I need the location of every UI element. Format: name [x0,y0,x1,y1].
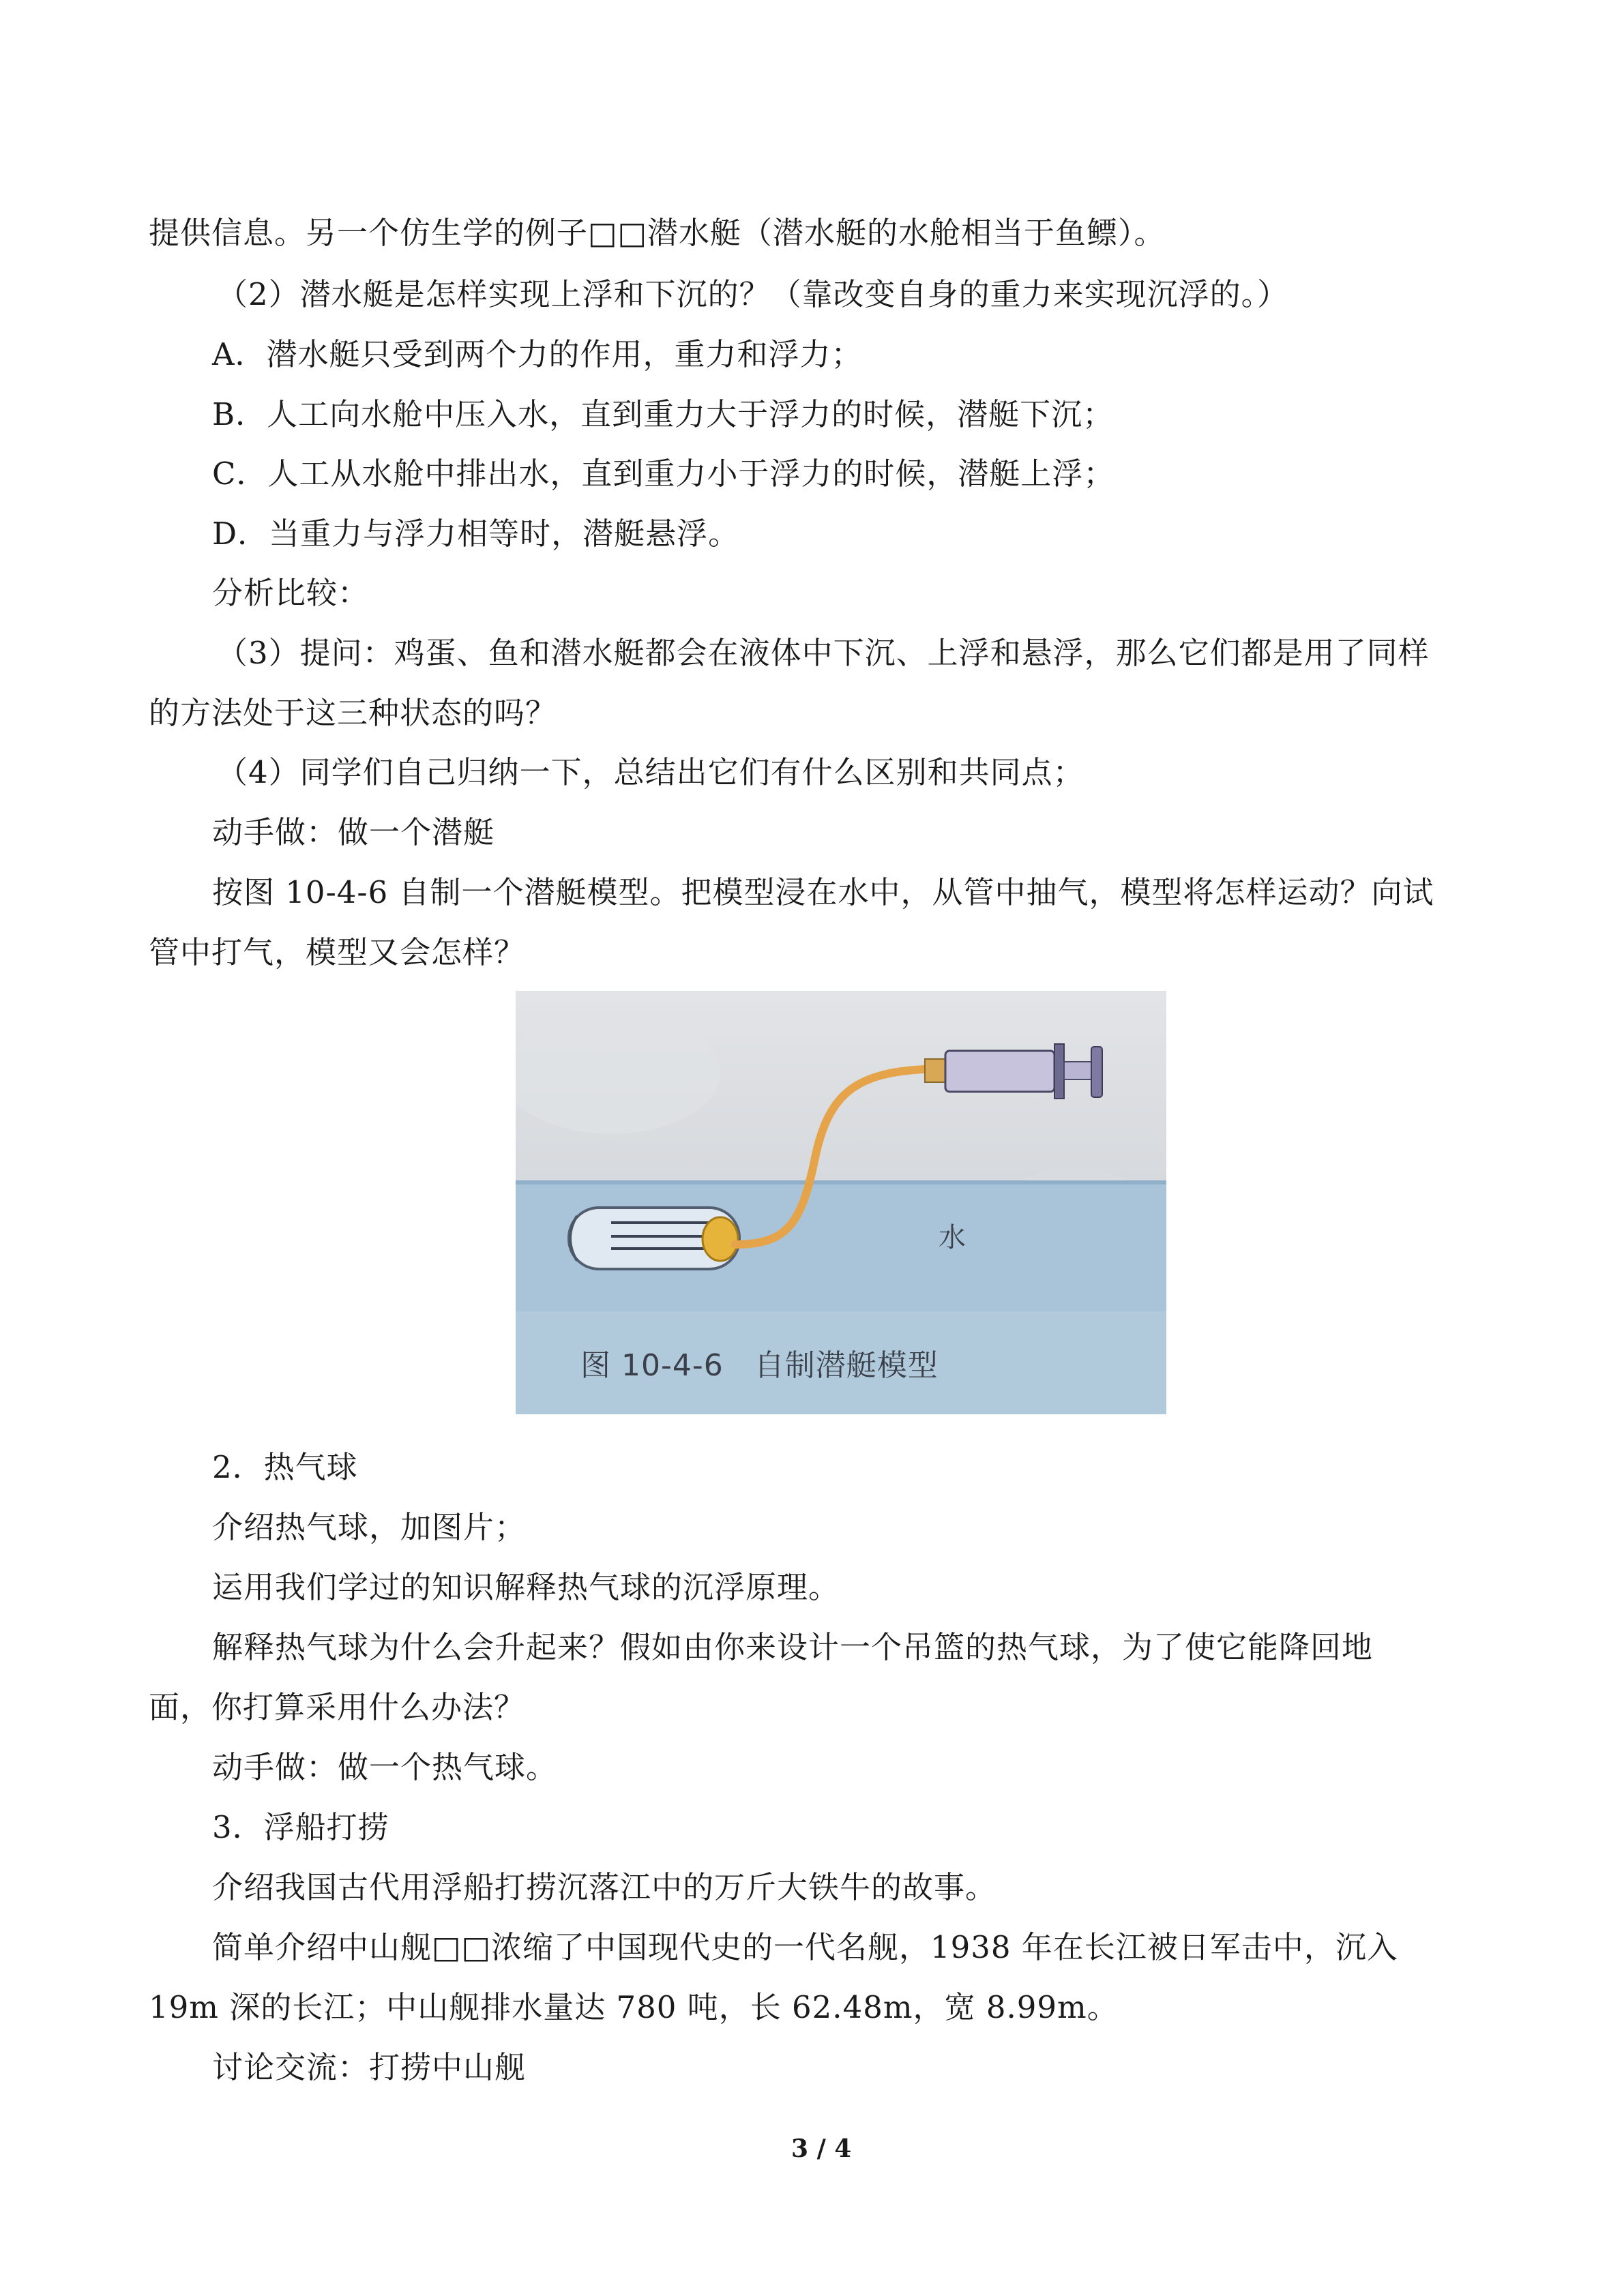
question-4: （4）同学们自己归纳一下，总结出它们有什么区别和共同点； [217,754,1084,790]
paragraph-line: 简单介绍中山舰□□浓缩了中国现代史的一代名舰，1938 年在长江被日军击中，沉入 [212,1929,1398,1965]
section-label-activity: 动手做：做一个潜艇 [212,814,495,850]
paragraph-line: 管中打气，模型又会怎样？ [149,934,526,970]
paragraph-line: 介绍我国古代用浮船打捞沉落江中的万斤大铁牛的故事。 [212,1869,997,1905]
section-label-analysis: 分析比较： [212,575,370,611]
water-label: 水 [939,1222,966,1253]
paragraph-line: 按图 10-4-6 自制一个潜艇模型。把模型浸在水中，从管中抽气，模型将怎样运动？向试 [212,874,1434,910]
paragraph-line: 介绍热气球，加图片； [212,1509,527,1545]
paragraph-line: 运用我们学过的知识解释热气球的沉浮原理。 [212,1569,840,1605]
option-d: D．当重力与浮力相等时，潜艇悬浮。 [212,516,740,552]
paragraph-line: 解释热气球为什么会升起来？假如由你来设计一个吊篮的热气球，为了使它能降回地 [212,1629,1374,1665]
option-c: C．人工从水舱中排出水，直到重力小于浮力的时候，潜艇上浮； [212,456,1115,492]
page-number: 3 / 4 [791,2134,852,2163]
submarine-model-figure [516,991,1166,1414]
question-3: （3）提问：鸡蛋、鱼和潜水艇都会在液体中下沉、上浮和悬浮，那么它们都是用了同样 [217,635,1430,671]
option-a: A．潜水艇只受到两个力的作用，重力和浮力； [212,336,863,372]
question-2: （2）潜水艇是怎样实现上浮和下沉的？（靠改变自身的重力来实现沉浮的。） [217,276,1289,312]
figure-caption: 图 10-4-6 自制潜艇模型 [580,1348,939,1383]
section-label-discussion: 讨论交流：打捞中山舰 [212,2049,527,2085]
paragraph-line: 的方法处于这三种状态的吗？ [149,695,557,731]
section-heading-hot-air-balloon: 2．热气球 [212,1449,358,1485]
paragraph-line: 面，你打算采用什么办法？ [149,1689,526,1725]
paragraph-line: 19m 深的长江；中山舰排水量达 780 吨，长 62.48m，宽 8.99m。 [149,1989,1119,2025]
option-b: B．人工向水舱中压入水，直到重力大于浮力的时候，潜艇下沉； [212,396,1114,432]
paragraph-line: 提供信息。另一个仿生学的例子□□潜水艇（潜水艇的水舱相当于鱼鳔）。 [149,215,1166,251]
section-label-activity: 动手做：做一个热气球。 [212,1749,558,1785]
section-heading-salvage: 3．浮船打捞 [212,1809,389,1845]
